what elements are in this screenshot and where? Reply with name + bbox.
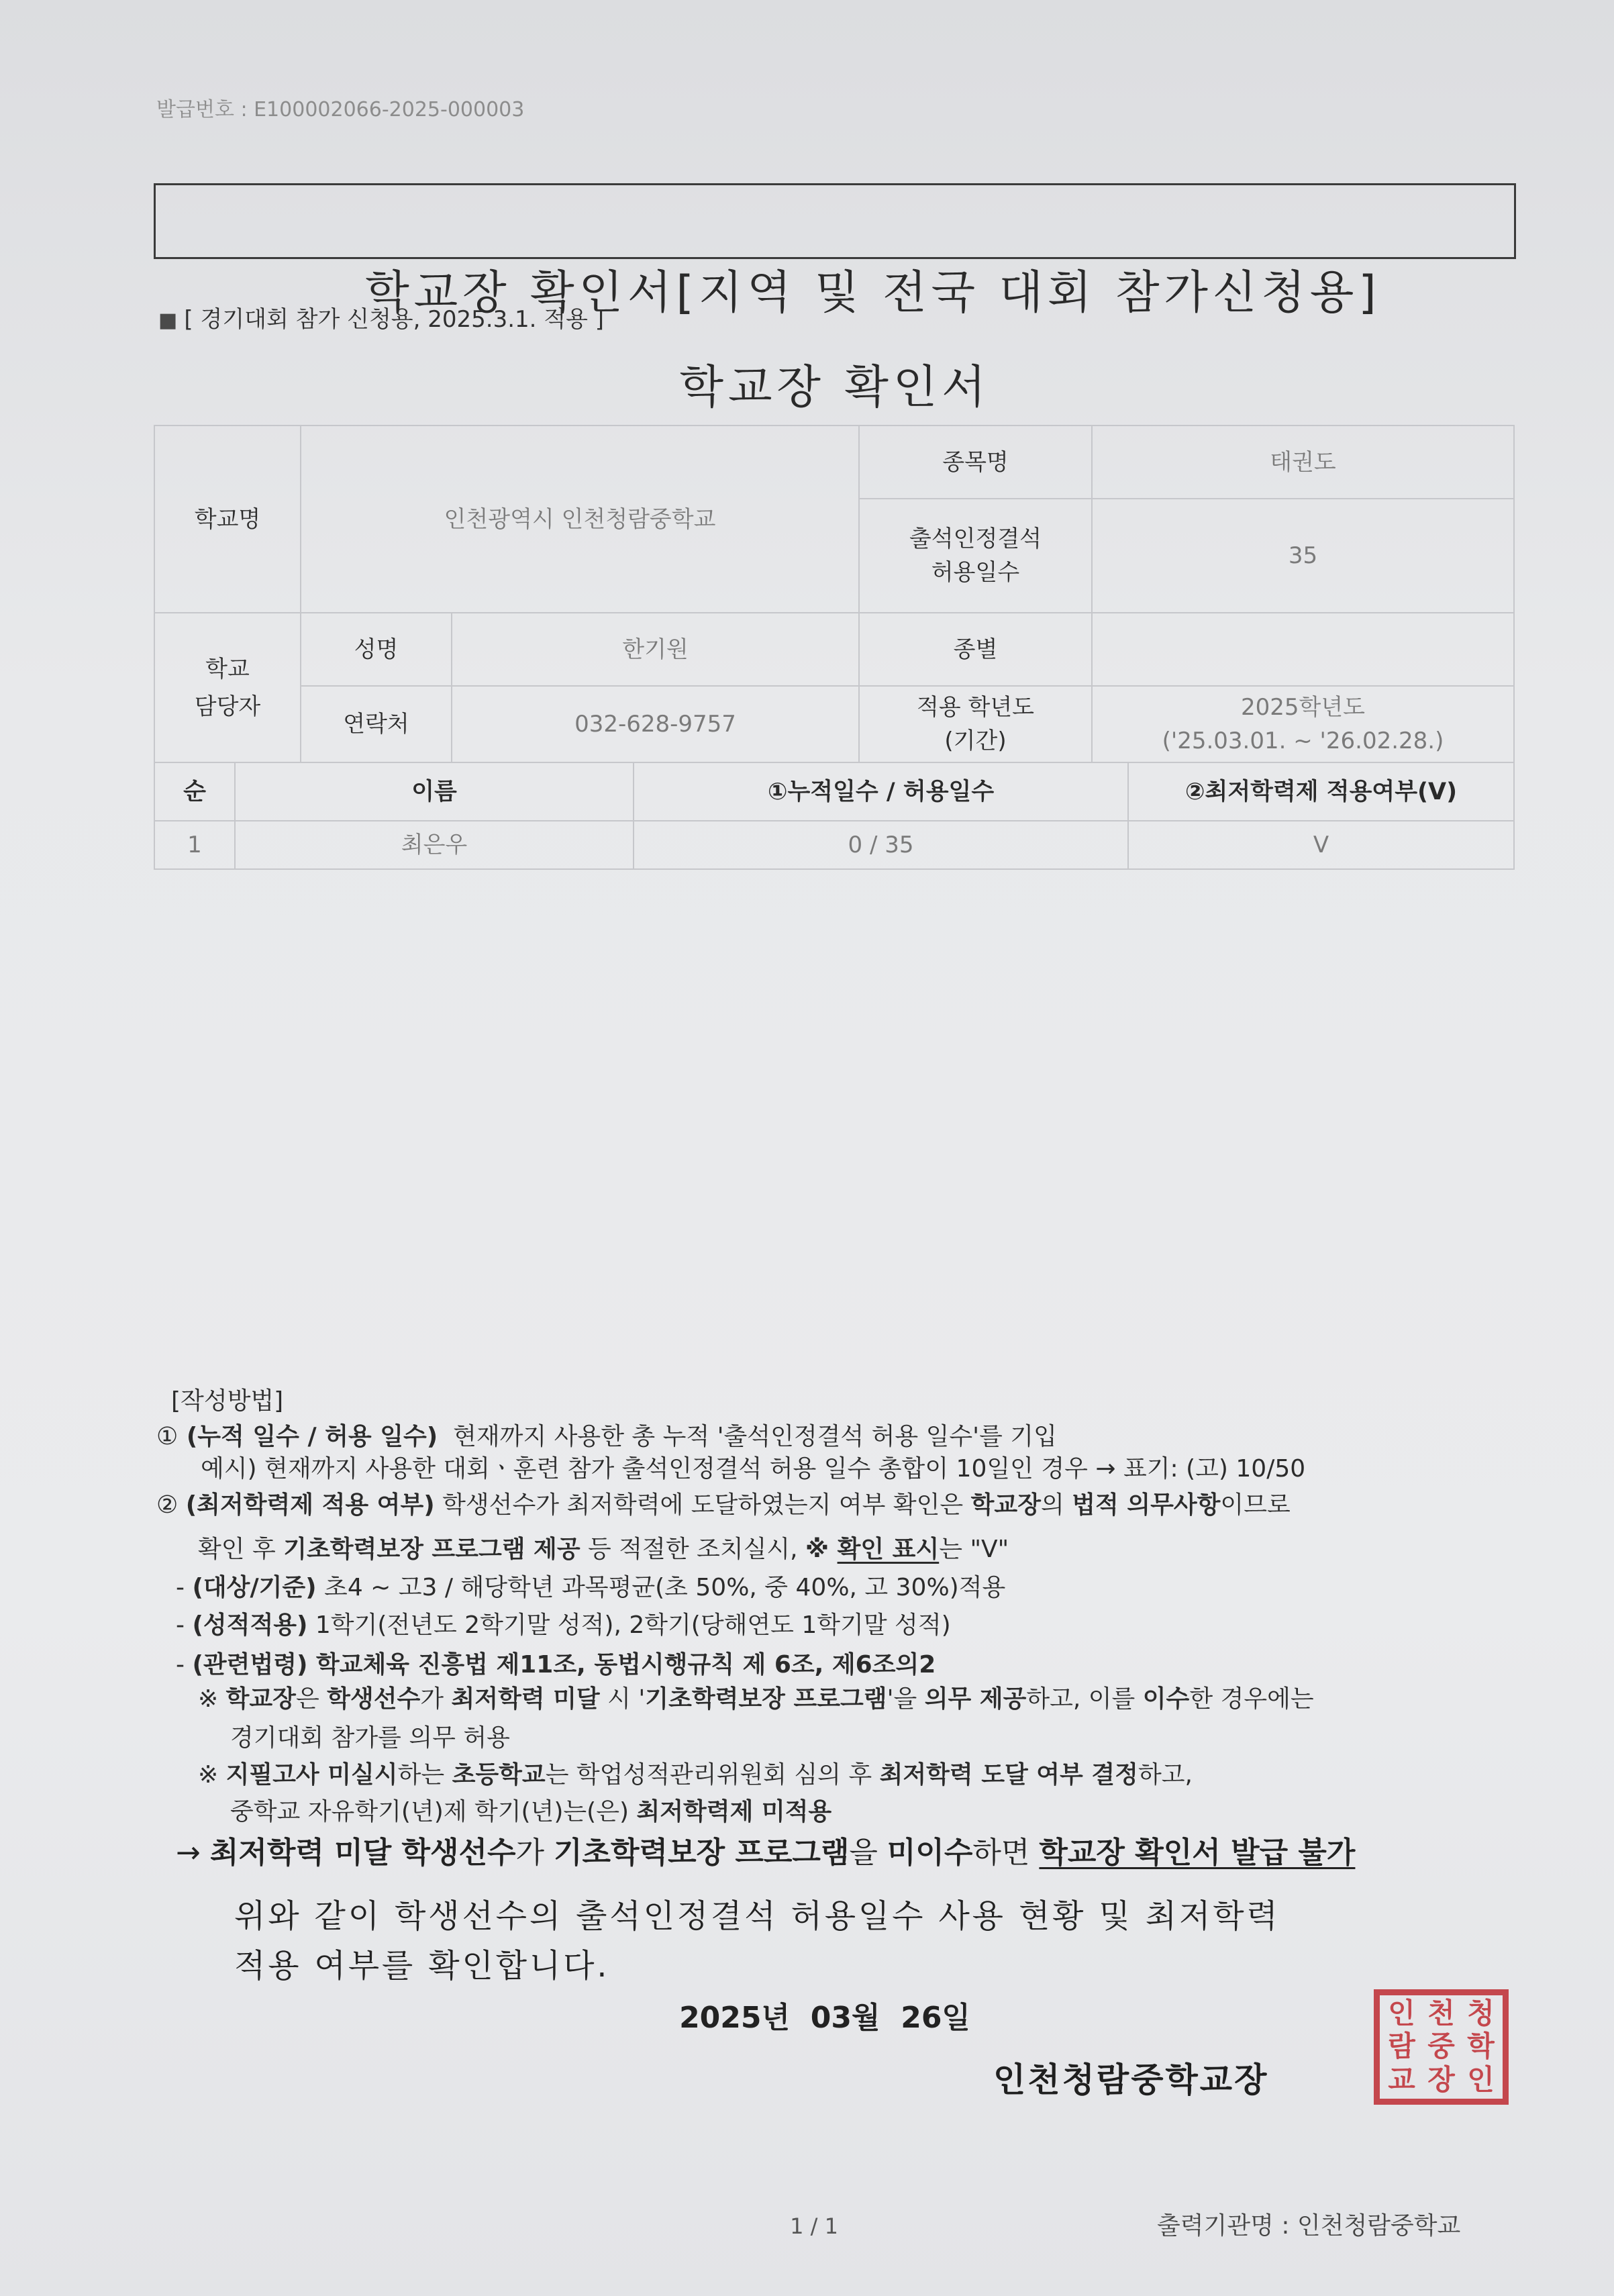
- school-year-label-line2: (기간): [944, 728, 1007, 754]
- instruction-text: 은: [295, 1685, 327, 1713]
- official-seal: [1374, 1989, 1509, 2105]
- staff-label-line1: 학교: [205, 655, 250, 683]
- page-number: 1 / 1: [790, 2213, 838, 2239]
- document-title: 학교장 확인서[지역 및 전국 대회 참가신청용]: [365, 266, 1381, 319]
- instruction-line: [176, 1572, 1005, 1604]
- instruction-marker: ②: [156, 1491, 186, 1519]
- issue-date: 2025년 03월 26일: [679, 2001, 970, 2035]
- school-year-label-line1: 적용 학년도: [916, 694, 1035, 721]
- seal-char: 천: [1427, 1997, 1455, 2030]
- instruction-line: [156, 1489, 1291, 1521]
- absence-days-label-line1: 출석인정결석: [909, 526, 1042, 552]
- column-header-order: 순: [154, 762, 235, 821]
- issuing-institution: 출력기관명 : 인천청람중학교: [1157, 2212, 1461, 2240]
- instruction-line: [156, 1421, 1057, 1453]
- instruction-emphasis: 학생선수: [327, 1685, 421, 1713]
- reference-mark: ※: [805, 1536, 838, 1563]
- instruction-line: [176, 1609, 951, 1642]
- table-row: [154, 686, 1514, 762]
- instruction-emphasis: 초등학교: [452, 1761, 546, 1789]
- table-row: [154, 426, 1514, 499]
- instruction-emphasis: 최저학력 미달: [451, 1685, 600, 1713]
- seal-char: 인: [1467, 2063, 1495, 2096]
- instruction-line: [201, 1453, 1305, 1485]
- instruction-text: 현재까지 사용한 총 누적 '출석인정결석 허용 일수'를 기입: [438, 1423, 1057, 1450]
- table-row: [154, 613, 1514, 686]
- arrow-note-emphasis: 기초학력보장 프로그램: [554, 1836, 850, 1870]
- instruction-text: 가: [420, 1685, 452, 1713]
- page-heading: 학교장 확인서: [679, 361, 991, 414]
- seal-char: 청: [1467, 1997, 1495, 2030]
- table-row: [154, 821, 1514, 869]
- seal-char: 중: [1427, 2030, 1455, 2063]
- instruction-term: (대상/기준): [192, 1574, 317, 1601]
- seal-char: 람: [1388, 2030, 1415, 2063]
- instruction-text: 확인 후: [198, 1536, 284, 1563]
- instruction-text: 학생선수가 최저학력에 도달하였는지 여부 확인은: [434, 1491, 971, 1519]
- school-year-value-line2: ('25.03.01. ~ '26.02.28.): [1162, 728, 1444, 754]
- instruction-emphasis: 학교장: [970, 1491, 1041, 1519]
- instruction-text: '을: [887, 1685, 925, 1713]
- seal-char: 인: [1388, 1997, 1415, 2030]
- instruction-emphasis: 지필고사 미실시: [225, 1761, 398, 1789]
- instructions-heading-text: [작성방법]: [171, 1387, 284, 1415]
- school-year-value-line1: 2025학년도: [1240, 694, 1366, 721]
- arrow-icon: →: [176, 1836, 210, 1870]
- column-header-name: 이름: [235, 762, 634, 821]
- arrow-note-text: 가: [515, 1836, 554, 1870]
- cell-name: 최은우: [235, 821, 634, 869]
- instruction-emphasis: 기초학력보장 프로그램 제공: [283, 1536, 581, 1563]
- instruction-text: 하고, 이를: [1026, 1685, 1143, 1713]
- seal-char: 교: [1388, 2063, 1415, 2096]
- confirmation-line-2: 적용 여부를 확인합니다.: [234, 1947, 610, 1985]
- confirmation-line-1: 위와 같이 학생선수의 출석인정결석 허용일수 사용 현황 및 최저학력: [234, 1897, 1280, 1935]
- instruction-text: 1학기(전년도 2학기말 성적), 2학기(당해연도 1학기말 성적): [307, 1611, 951, 1639]
- instruction-text: 시 ': [599, 1685, 646, 1713]
- instruction-emphasis: 의무 제공: [924, 1685, 1027, 1713]
- instruction-text: 경기대회 참가를 의무 허용: [230, 1724, 510, 1752]
- school-name-value: 인천광역시 인천청람중학교: [301, 426, 859, 613]
- instruction-text: 하는: [397, 1761, 452, 1789]
- form-note-text: [ 경기대회 참가 신청용, 2025.3.1. 적용 ]: [184, 306, 605, 333]
- instruction-text: 초4 ~ 고3 / 해당학년 과목평균(초 50%, 중 40%, 고 30%)적용: [316, 1574, 1006, 1601]
- table-header-row: [154, 762, 1514, 821]
- instruction-text: 이므로: [1220, 1491, 1291, 1519]
- instruction-emphasis-underlined: 확인 표시: [837, 1536, 940, 1563]
- instruction-text: 의: [1040, 1491, 1072, 1519]
- absence-days-label: [859, 499, 1092, 613]
- cell-order: 1: [154, 821, 235, 869]
- instruction-text: 한 경우에는: [1189, 1685, 1314, 1713]
- reference-mark: ※: [198, 1685, 226, 1713]
- instruction-emphasis: 기초학력보장 프로그램: [645, 1685, 887, 1713]
- instruction-marker: ①: [156, 1423, 179, 1450]
- staff-contact-value: 032-628-9757: [452, 686, 859, 762]
- arrow-note: [176, 1834, 1355, 1873]
- column-header-days: ①누적일수 / 허용일수: [634, 762, 1128, 821]
- square-bullet-icon: ■: [158, 309, 178, 332]
- school-info-table: [154, 425, 1515, 763]
- sport-value: 태권도: [1092, 426, 1514, 499]
- absence-days-label-line2: 허용일수: [931, 559, 1020, 586]
- instruction-emphasis: 법적 의무사항: [1072, 1491, 1221, 1519]
- category-label: 종별: [859, 613, 1092, 686]
- instruction-marker: -: [176, 1574, 193, 1601]
- reference-mark: ※: [198, 1761, 226, 1789]
- instruction-text: 는 "V": [939, 1536, 1009, 1563]
- principal-signature: 인천청람중학교장: [993, 2060, 1269, 2099]
- arrow-note-emphasis: 최저학력 미달 학생선수: [209, 1836, 516, 1870]
- instructions-heading: [171, 1385, 283, 1417]
- arrow-note-emphasis: 미이수: [887, 1836, 973, 1870]
- instruction-line: [230, 1722, 510, 1754]
- staff-label: [154, 613, 301, 762]
- instruction-emphasis: 학교장: [225, 1685, 296, 1713]
- instruction-line: [198, 1534, 1009, 1566]
- issue-number: 발급번호 : E100002066-2025-000003: [156, 98, 525, 121]
- school-year-value: [1092, 686, 1514, 762]
- seal-char: 학: [1467, 2030, 1495, 2063]
- instruction-term: (관련법령) 학교체육 진흥법 제11조, 동법시행규칙 제 6조, 제6조의2: [192, 1651, 936, 1679]
- instruction-line: [176, 1649, 936, 1681]
- instruction-text: 하고,: [1138, 1761, 1193, 1789]
- column-header-min-achievement: ②최저학력제 적용여부(V): [1128, 762, 1514, 821]
- student-table: [154, 762, 1515, 870]
- instruction-emphasis: 최저학력제 미적용: [636, 1798, 832, 1826]
- sport-label: 종목명: [859, 426, 1092, 499]
- school-name-label: 학교명: [154, 426, 301, 613]
- seal-char: 장: [1427, 2063, 1455, 2096]
- instruction-term: (성적적용): [192, 1611, 308, 1639]
- staff-contact-label: 연락처: [301, 686, 452, 762]
- instruction-marker: -: [176, 1651, 193, 1679]
- instruction-text: 중학교 자유학기(년)제 학기(년)는(은): [230, 1798, 637, 1826]
- arrow-note-text: 하면: [972, 1836, 1040, 1870]
- absence-days-value: 35: [1092, 499, 1514, 613]
- form-note: [158, 304, 604, 336]
- instruction-text: 등 적절한 조치실시,: [580, 1536, 806, 1563]
- arrow-note-conclusion: 학교장 확인서 발급 불가: [1039, 1836, 1356, 1870]
- instruction-term: (누적 일수 / 허용 일수): [178, 1423, 438, 1450]
- instruction-line: [198, 1759, 1193, 1791]
- instruction-line: [198, 1683, 1314, 1715]
- instruction-line: [230, 1796, 831, 1828]
- category-value: [1092, 613, 1514, 686]
- instruction-text: 는 학업성적관리위원회 심의 후: [545, 1761, 880, 1789]
- arrow-note-text: 을: [849, 1836, 887, 1870]
- cell-days: 0 / 35: [634, 821, 1128, 869]
- instruction-emphasis: 이수: [1142, 1685, 1190, 1713]
- instruction-text: 예시) 현재까지 사용한 대회ㆍ훈련 참가 출석인정결석 허용 일수 총합이 10일인 경우 → 표기: (고) 10/50: [201, 1455, 1306, 1483]
- instruction-emphasis: 최저학력 도달 여부 결정: [879, 1761, 1138, 1789]
- cell-min-achievement: V: [1128, 821, 1514, 869]
- instruction-marker: -: [176, 1611, 193, 1639]
- instruction-term: (최저학력제 적용 여부): [185, 1491, 435, 1519]
- staff-name-value: 한기원: [452, 613, 859, 686]
- school-year-label: [859, 686, 1092, 762]
- staff-label-line2: 담당자: [194, 693, 261, 720]
- document-title-box: [154, 183, 1516, 319]
- staff-name-label: 성명: [301, 613, 452, 686]
